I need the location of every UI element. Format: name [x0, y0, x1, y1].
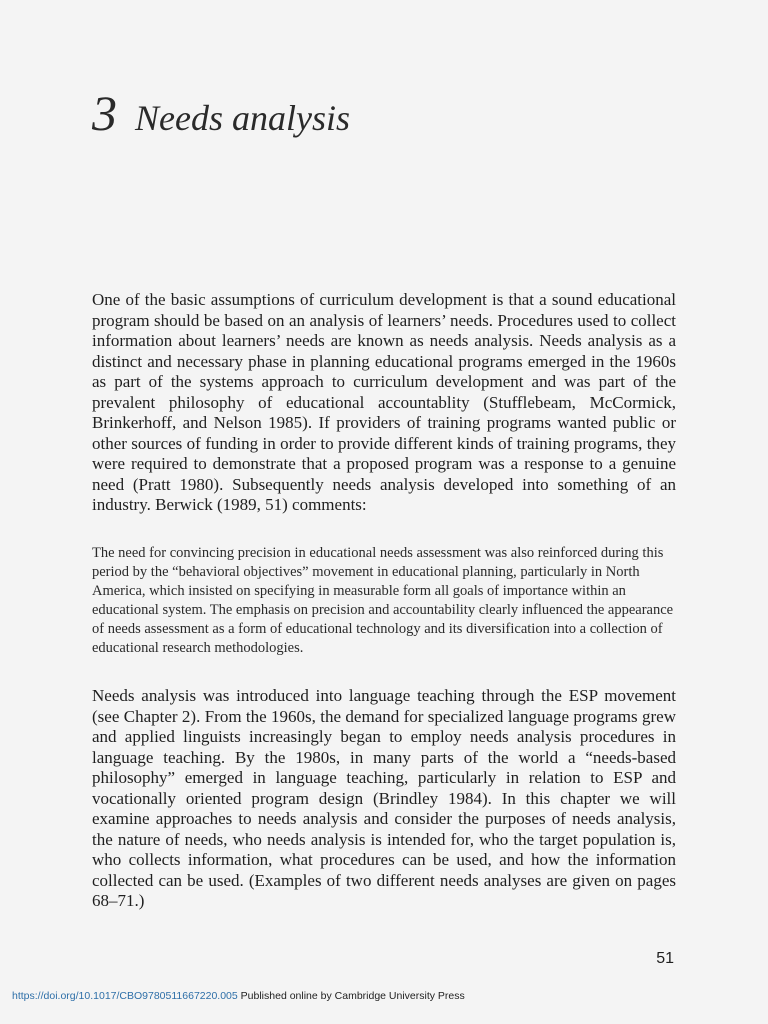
block-quote: The need for convincing precision in educational needs assessment was also reinforced during this period by the “behavioral objectives” movement in educational planning, particularly in North America, which insisted on specifying in measurable form all goals of importance within an educational system. The emphasis on precision and accountability clearly influenced the appearance of needs assessment as a form of educational technology and its diversification into a collection of educational research methodologies.	[92, 545, 674, 656]
doi-link[interactable]: https://doi.org/10.1017/CBO9780511667220.005	[12, 990, 238, 1002]
chapter-number: 3	[92, 85, 117, 141]
body-paragraph-1: One of the basic assumptions of curriculum development is that a sound educational program should be based on an analysis of learners’ needs. Procedures used to collect information about learners’ needs are known as needs analysis. Needs analysis as a distinct and necessary phase in planning educational programs emerged in the 1960s as part of the systems approach to curriculum development and was part of the prevalent philosophy of educational accountablity (Stufflebeam, McCormick, Brinkerhoff, and Nelson 1985). If providers of training programs wanted public or other sources of funding in order to provide different kinds of training programs, they were required to demonstrate that a proposed program was a response to a genuine need (Pratt 1980). Subsequently needs analysis developed into something of an industry. Berwick (1989, 51) comments:	[92, 290, 676, 514]
chapter-heading	[92, 84, 350, 142]
chapter-title: Needs analysis	[135, 98, 350, 138]
publisher-text: Published online by Cambridge University Press	[237, 990, 465, 1002]
body-paragraph-2: Needs analysis was introduced into language teaching through the ESP movement (see Chapter 2). From the 1960s, the demand for specialized language programs grew and applied linguists increasingly began to employ needs analysis procedures in language teaching. By the 1980s, in many parts of the world a “needs-based philosophy” emerged in language teaching, particularly in relation to ESP and vocationally oriented program design (Brindley 1984). In this chapter we will examine approaches to needs analysis and consider the purposes of needs analysis, the nature of needs, who needs analysis is intended for, who the target population is, who collects information, what procedures can be used, and how the information collected can be used. (Examples of two different needs analyses are given on pages 68–71.)	[92, 686, 676, 910]
footer	[12, 990, 465, 1002]
page-number: 51	[656, 950, 674, 967]
